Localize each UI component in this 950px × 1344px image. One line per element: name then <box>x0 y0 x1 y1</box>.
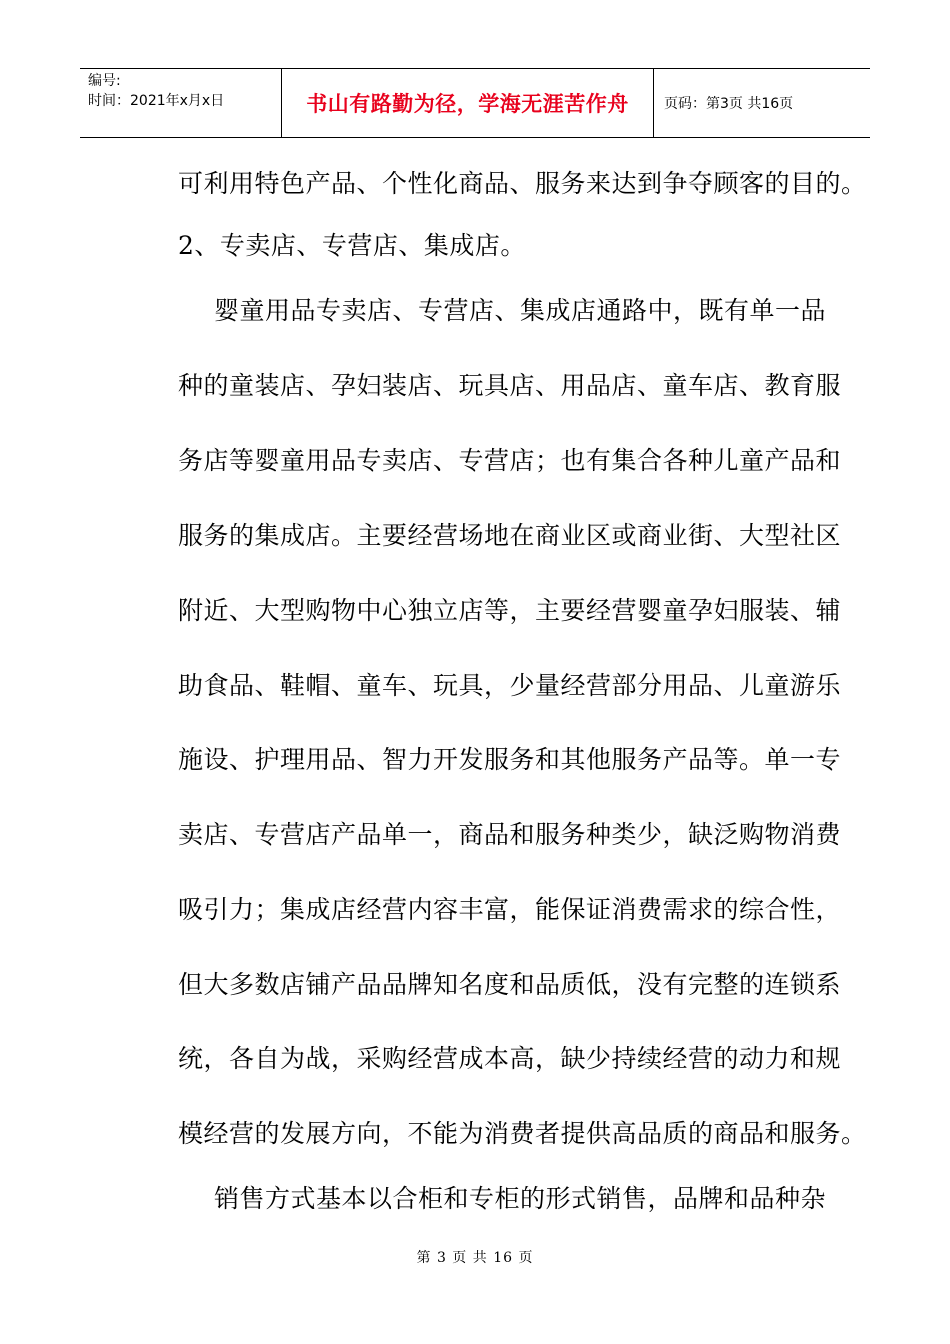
body-line-2: 2、专卖店、专营店、集成店。 <box>178 231 526 260</box>
header-meta <box>80 69 282 137</box>
time-label: 时间：2021年x月x日 <box>88 93 225 109</box>
code-label: 编号: <box>88 73 121 89</box>
body-line-6: 服务的集成店。主要经营场地在商业区或商业街、大型社区 <box>178 521 842 550</box>
body-line-8: 助食品、鞋帽、童车、玩具，少量经营部分用品、儿童游乐 <box>178 671 842 700</box>
body-line-4: 种的童装店、孕妇装店、玩具店、用品店、童车店、教育服 <box>178 371 842 400</box>
body-line-13: 统，各自为战，采购经营成本高，缺少持续经营的动力和规 <box>178 1044 842 1073</box>
body-line-5: 务店等婴童用品专卖店、专营店；也有集合各种儿童产品和 <box>178 446 842 475</box>
body-line-10: 卖店、专营店产品单一，商品和服务种类少，缺泛购物消费 <box>178 820 842 849</box>
body-line-3: 婴童用品专卖店、专营店、集成店通路中，既有单一品 <box>214 296 827 325</box>
motto-text: 书山有路勤为径，学海无涯苦作舟 <box>306 92 629 116</box>
body-line-15: 销售方式基本以合柜和专柜的形式销售，品牌和品种杂 <box>214 1184 827 1213</box>
body-line-12: 但大多数店铺产品品牌知名度和品质低，没有完整的连锁系 <box>178 970 842 999</box>
header-page-cell <box>654 69 870 137</box>
body-line-1: 可利用特色产品、个性化商品、服务来达到争夺顾客的目的。 <box>178 169 867 198</box>
page-footer: 第 3 页 共 16 页 <box>416 1250 534 1266</box>
body-line-11: 吸引力；集成店经营内容丰富，能保证消费需求的综合性， <box>178 895 842 924</box>
body-line-9: 施设、护理用品、智力开发服务和其他服务产品等。单一专 <box>178 745 842 774</box>
body-line-7: 附近、大型购物中心独立店等，主要经营婴童孕妇服装、辅 <box>178 596 842 625</box>
body-line-14: 模经营的发展方向，不能为消费者提供高品质的商品和服务。 <box>178 1119 867 1148</box>
page-header <box>80 68 870 138</box>
header-motto-cell <box>282 69 654 137</box>
page-number-label: 页码：第3页 共16页 <box>664 96 794 112</box>
